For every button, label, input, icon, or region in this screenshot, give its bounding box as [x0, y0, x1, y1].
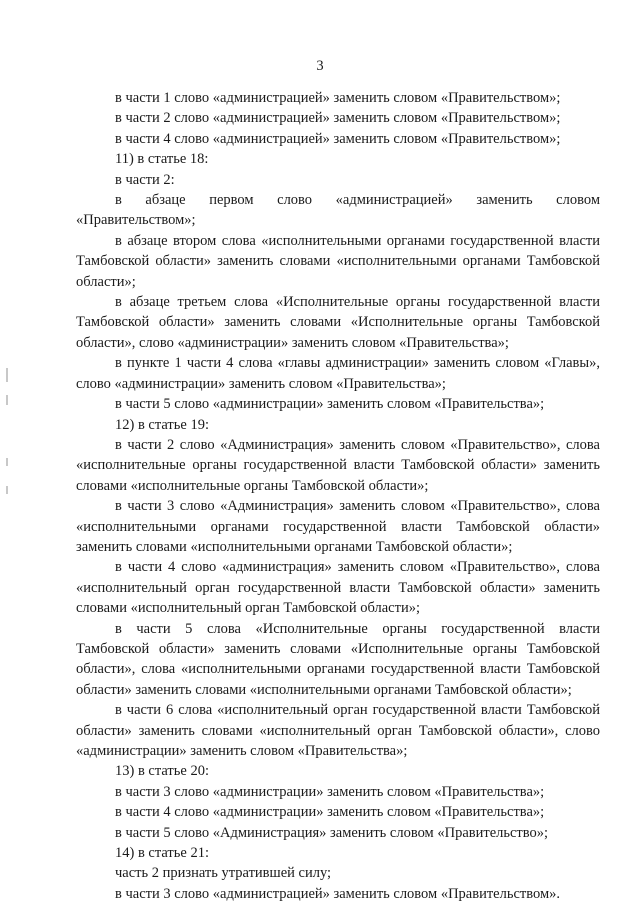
scan-edge-mark	[6, 486, 8, 494]
paragraph: часть 2 признать утратившей силу;	[115, 865, 332, 882]
page-number: 3	[316, 58, 324, 74]
paragraph: в абзаце первом слово «администрацией» заменить словом «Правительством»;	[76, 192, 600, 229]
scan-edge-mark	[6, 395, 8, 405]
paragraph: в части 2:	[115, 171, 175, 188]
paragraph: в части 4 слово «администрации» заменить словом «Правительства»;	[115, 804, 545, 821]
paragraph: 14) в статье 21:	[115, 845, 209, 862]
paragraph: 12) в статье 19:	[115, 416, 209, 433]
paragraph: в абзаце третьем слова «Исполнительные органы государственной власти Тамбовской области» заменить словами «Исполнительные органы Тамбовской области», слово «администрации» заменить словом «Правительства»;	[76, 294, 600, 351]
paragraph: в части 4 слово «администрацией» заменить словом «Правительством»;	[115, 130, 561, 147]
scan-edge-mark	[6, 368, 8, 382]
paragraph: в части 5 слово «Администрация» заменить словом «Правительство»;	[115, 824, 549, 841]
paragraph: в части 4 слово «администрация» заменить словом «Правительство», слова «исполнительный орган государственной власти Тамбовской области» заменить словами «исполнительный орган Тамбовской области»;	[76, 559, 600, 617]
paragraph: 11) в статье 18:	[115, 151, 209, 168]
paragraph: 13) в статье 20:	[115, 763, 209, 780]
paragraph: в части 6 слова «исполнительный орган государственной власти Тамбовской области» заменить словами «исполнительный орган Тамбовской области», слово «администрации» заменить словом «Правительства»;	[76, 702, 600, 759]
paragraph: в части 2 слово «администрацией» заменить словом «Правительством»;	[115, 110, 561, 127]
document-body	[76, 88, 600, 904]
paragraph: в части 3 слово «администрацией» заменить словом «Правительством».	[115, 885, 561, 902]
paragraph: в части 2 слово «Администрация» заменить словом «Правительство», слова «исполнительные органы государственной власти Тамбовской области» заменить словами «исполнительные органы Тамбовской области»;	[76, 436, 600, 494]
paragraph: в части 5 слово «администрации» заменить словом «Правительства»;	[115, 396, 545, 413]
paragraph: в части 1 слово «администрацией» заменить словом «Правительством»;	[115, 90, 561, 106]
paragraph: в пункте 1 части 4 слова «главы администрации» заменить словом «Главы», слово «администрации» заменить словом «Правительства»;	[76, 355, 600, 392]
paragraph: в части 3 слово «администрации» заменить словом «Правительства»;	[115, 783, 545, 800]
paragraph: в части 3 слово «Администрация» заменить словом «Правительство», слова «исполнительными органами государственной власти Тамбовской области» заменить словами «исполнительными органами Тамбовской области»;	[76, 498, 600, 555]
scan-edge-mark	[6, 458, 8, 466]
paragraph: в абзаце втором слова «исполнительными органами государственной власти Тамбовской области» заменить словами «исполнительными органами Тамбовской области»;	[76, 232, 600, 290]
paragraph: в части 5 слова «Исполнительные органы государственной власти Тамбовской области» заменить словами «Исполнительные органы Тамбовской области», слова «исполнительными органами государственной власти Тамбовской области» заменить словами «исполнительными органами Тамбовской области»;	[76, 620, 600, 698]
